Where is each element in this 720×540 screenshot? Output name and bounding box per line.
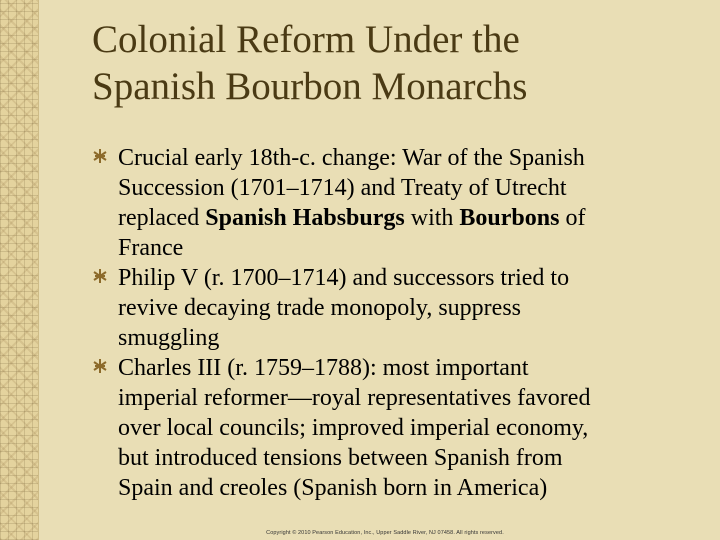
bullet-line: replaced Spanish Habsburgs with Bourbons of: [118, 205, 586, 231]
bullet-list: [92, 143, 682, 503]
decorative-side-strip: [0, 0, 39, 540]
bullet-line: revive decaying trade monopoly, suppress: [118, 295, 521, 321]
bold-term: Bourbons: [459, 205, 560, 231]
bullet-line: Spain and creoles (Spanish born in America): [118, 475, 548, 501]
bullet-line: imperial reformer—royal representatives favored: [118, 385, 591, 411]
title-line: Colonial Reform Under the: [92, 18, 520, 61]
asterisk-star-icon: [92, 358, 108, 374]
asterisk-star-icon: [92, 148, 108, 164]
bullet-line: Crucial early 18th-c. change: War of the Spanish: [118, 145, 585, 171]
bullet-line: Succession (1701–1714) and Treaty of Utrecht: [118, 175, 567, 201]
bullet-line: Philip V (r. 1700–1714) and successors tried to: [118, 265, 570, 291]
bullet-line: over local councils; improved imperial economy,: [118, 415, 589, 441]
bullet-item: [92, 143, 682, 263]
title-line: Spanish Bourbon Monarchs: [92, 65, 528, 108]
slide-title: [92, 16, 692, 110]
bullet-line: France: [118, 235, 184, 261]
bullet-line: smuggling: [118, 325, 220, 351]
copyright-footer: Copyright © 2010 Pearson Education, Inc., Upper Saddle River, NJ 07458. All rights reserved.: [266, 530, 504, 536]
bullet-item: [92, 263, 682, 353]
bullet-line: Charles III (r. 1759–1788): most important: [118, 355, 529, 381]
bullet-item: [92, 353, 682, 503]
bullet-line: but introduced tensions between Spanish from: [118, 445, 563, 471]
asterisk-star-icon: [92, 268, 108, 284]
bold-term: Spanish Habsburgs: [205, 205, 405, 231]
